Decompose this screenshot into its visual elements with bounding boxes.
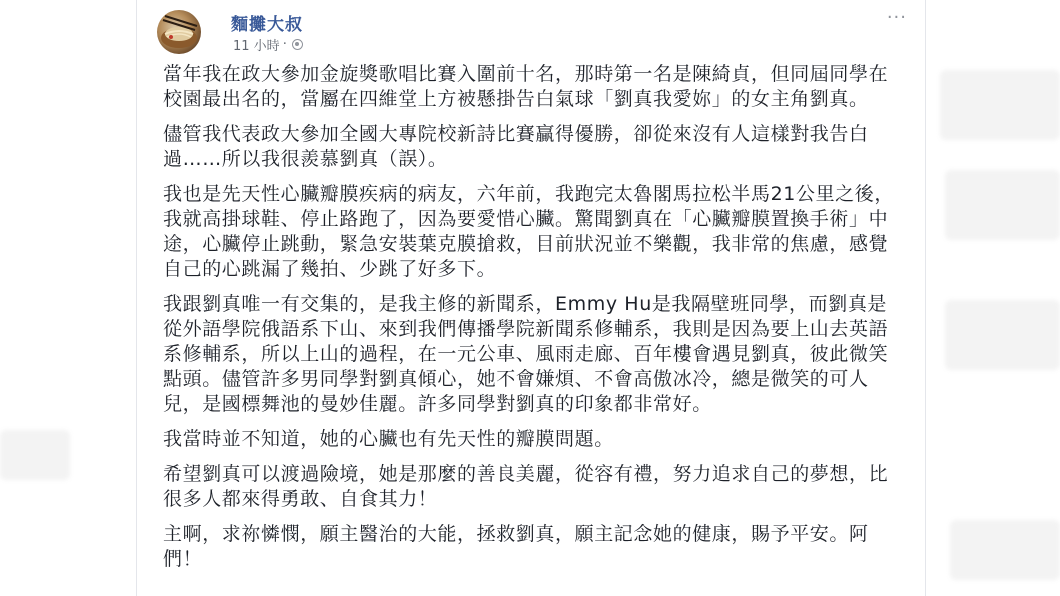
background-blur [0,430,70,480]
background-blur [950,520,1060,580]
facebook-post [136,0,926,596]
background-blur [945,300,1060,370]
post-timestamp[interactable]: 11 小時 [233,39,280,54]
author-avatar[interactable] [157,10,201,54]
post-header [157,7,907,56]
post-meta [233,35,303,54]
author-name[interactable]: 麵攤大叔 [231,15,303,35]
avatar-image [157,10,201,54]
globe-icon[interactable] [292,39,303,50]
post-paragraph: 當年我在政大參加金旋獎歌唱比賽入圍前十名，那時第一名是陳綺貞，但同屆同學在校園最出名的，當屬在四維堂上方被懸掛告白氣球「劉真我愛妳」的女主角劉真。 [163,63,889,110]
background-blur [940,70,1060,140]
post-paragraph: 希望劉真可以渡過險境，她是那麼的善良美麗，從容有禮，努力追求自己的夢想，比很多人都來得勇敢、自食其力！ [163,463,889,510]
post-paragraph: 我跟劉真唯一有交集的，是我主修的新聞系，Emmy Hu是我隔壁班同學，而劉真是從外語學院俄語系下山、來到我們傳播學院新聞系修輔系，我則是因為要上山去英語系修輔系，所以上山的過程，在一元公車、風雨走廊、百年樓會遇見劉真，彼此微笑點頭。儘管許多男同學對劉真傾心，她不會嫌煩、不會高傲冰冷，總是微笑的可人兒，是國標舞池的曼妙佳麗。許多同學對劉真的印象都非常好。 [163,293,889,415]
post-paragraph: 儘管我代表政大參加全國大專院校新詩比賽贏得優勝，卻從來沒有人這樣對我告白過……所以我很羨慕劉真（誤）。 [163,123,869,170]
background-blur [945,170,1060,240]
meta-separator: · [282,37,287,52]
post-text [163,62,903,582]
post-paragraph: 主啊，求祢憐憫，願主醫治的大能，拯救劉真，願主記念她的健康，賜予平安。阿們！ [163,523,869,570]
post-paragraph: 我當時並不知道，她的心臟也有先天性的瓣膜問題。 [163,428,614,450]
post-paragraph: 我也是先天性心臟瓣膜疾病的病友，六年前，我跑完太魯閣馬拉松半馬21公里之後，我就高掛球鞋、停止路跑了，因為要愛惜心臟。驚聞劉真在「心臟瓣膜置換手術」中途，心臟停止跳動，緊急安裝葉克膜搶救，目前狀況並不樂觀，我非常的焦慮，感覺自己的心跳漏了幾拍、少跳了好多下。 [163,183,894,280]
more-options-button[interactable]: ··· [886,7,907,28]
